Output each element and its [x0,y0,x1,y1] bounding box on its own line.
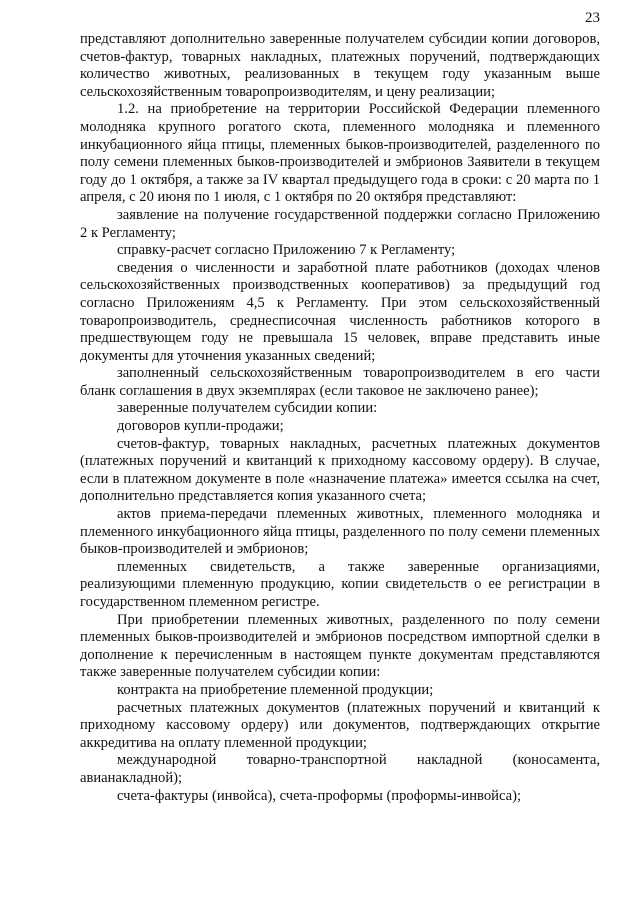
list-item: международной товарно-транспортной накладной (коносамента, авианакладной); [80,752,600,786]
list-item: заполненный сельскохозяйственным товаропроизводителем в его части бланк соглашения в двух экземплярах (если таковое не заключено ранее); [80,365,600,399]
list-item: справку-расчет согласно Приложению 7 к Регламенту; [117,242,456,259]
list-item: счета-фактуры (инвойса), счета-проформы (проформы-инвойса); [117,787,521,804]
list-item: племенных свидетельств, а также заверенные организациями, реализующими племенную продукцию, копии свидетельств о ее регистрации в государственном племенном регистре. [80,558,600,610]
page-number: 23 [585,10,600,26]
list-item: расчетных платежных документов (платежных поручений и квитанций к приходному кассовому ордеру) или документов, подтверждающих открытие аккредитива на оплату племенной продукции; [80,699,600,751]
list-item: сведения о численности и заработной плате работников (доходах членов сельскохозяйственных производственных кооперативов) за предыдущий год согласно Приложениям 4,5 к Регламенту. При этом сельскохозяйственный товаропроизводитель, среднесписочная численность работников которого в предшествующем году не превышала 15 человек, вправе представить иные документы для уточнения указанных сведений; [80,259,600,364]
paragraph-clause-1-2: 1.2. на приобретение на территории Российской Федерации племенного молодняка крупного рогатого скота, племенного молодняка и племенного инкубационного яйца птицы, племенных быков-производителей, разделенного по полу семени племенных быков-производителей и эмбрионов Заявители в текущем году до 1 октября, а также за IV квартал предыдущего года в сроки: с 20 марта по 1 апреля, с 20 июня по 1 июля, с 1 октября по 20 октября представляют: [80,101,600,206]
document-body [80,31,600,805]
list-item: актов приема-передачи племенных животных, племенного молодняка и племенного инкубационного яйца птицы, разделенного по полу семени племенных быков-производителей и эмбрионов; [80,506,600,558]
list-item: договоров купли-продажи; [117,418,284,435]
paragraph-continuation: представляют дополнительно заверенные получателем субсидии копии договоров, счетов-фактур, товарных накладных, платежных поручений, подтверждающих количество животных, реализованных в текущем году указанным выше сельскохозяйственным товаропроизводителям, и цену реализации; [80,31,600,100]
list-item: контракта на приобретение племенной продукции; [117,681,434,698]
list-item: заверенные получателем субсидии копии: [117,400,378,417]
paragraph-import: При приобретении племенных животных, разделенного по полу семени племенных быков-производителей и эмбрионов посредством импортной сделки в дополнение к перечисленным в настоящем пункте документам представляются также заверенные получателем субсидии копии: [80,611,600,681]
list-item: заявление на получение государственной поддержки согласно Приложению 2 к Регламенту; [80,206,600,241]
list-item: счетов-фактур, товарных накладных, расчетных платежных документов (платежных поручений и квитанций к приходному кассовому ордеру). В случае, если в платежном документе в поле «назначение платежа» имеется ссылка на счет, дополнительно представляется копия указанного счета; [80,435,600,505]
